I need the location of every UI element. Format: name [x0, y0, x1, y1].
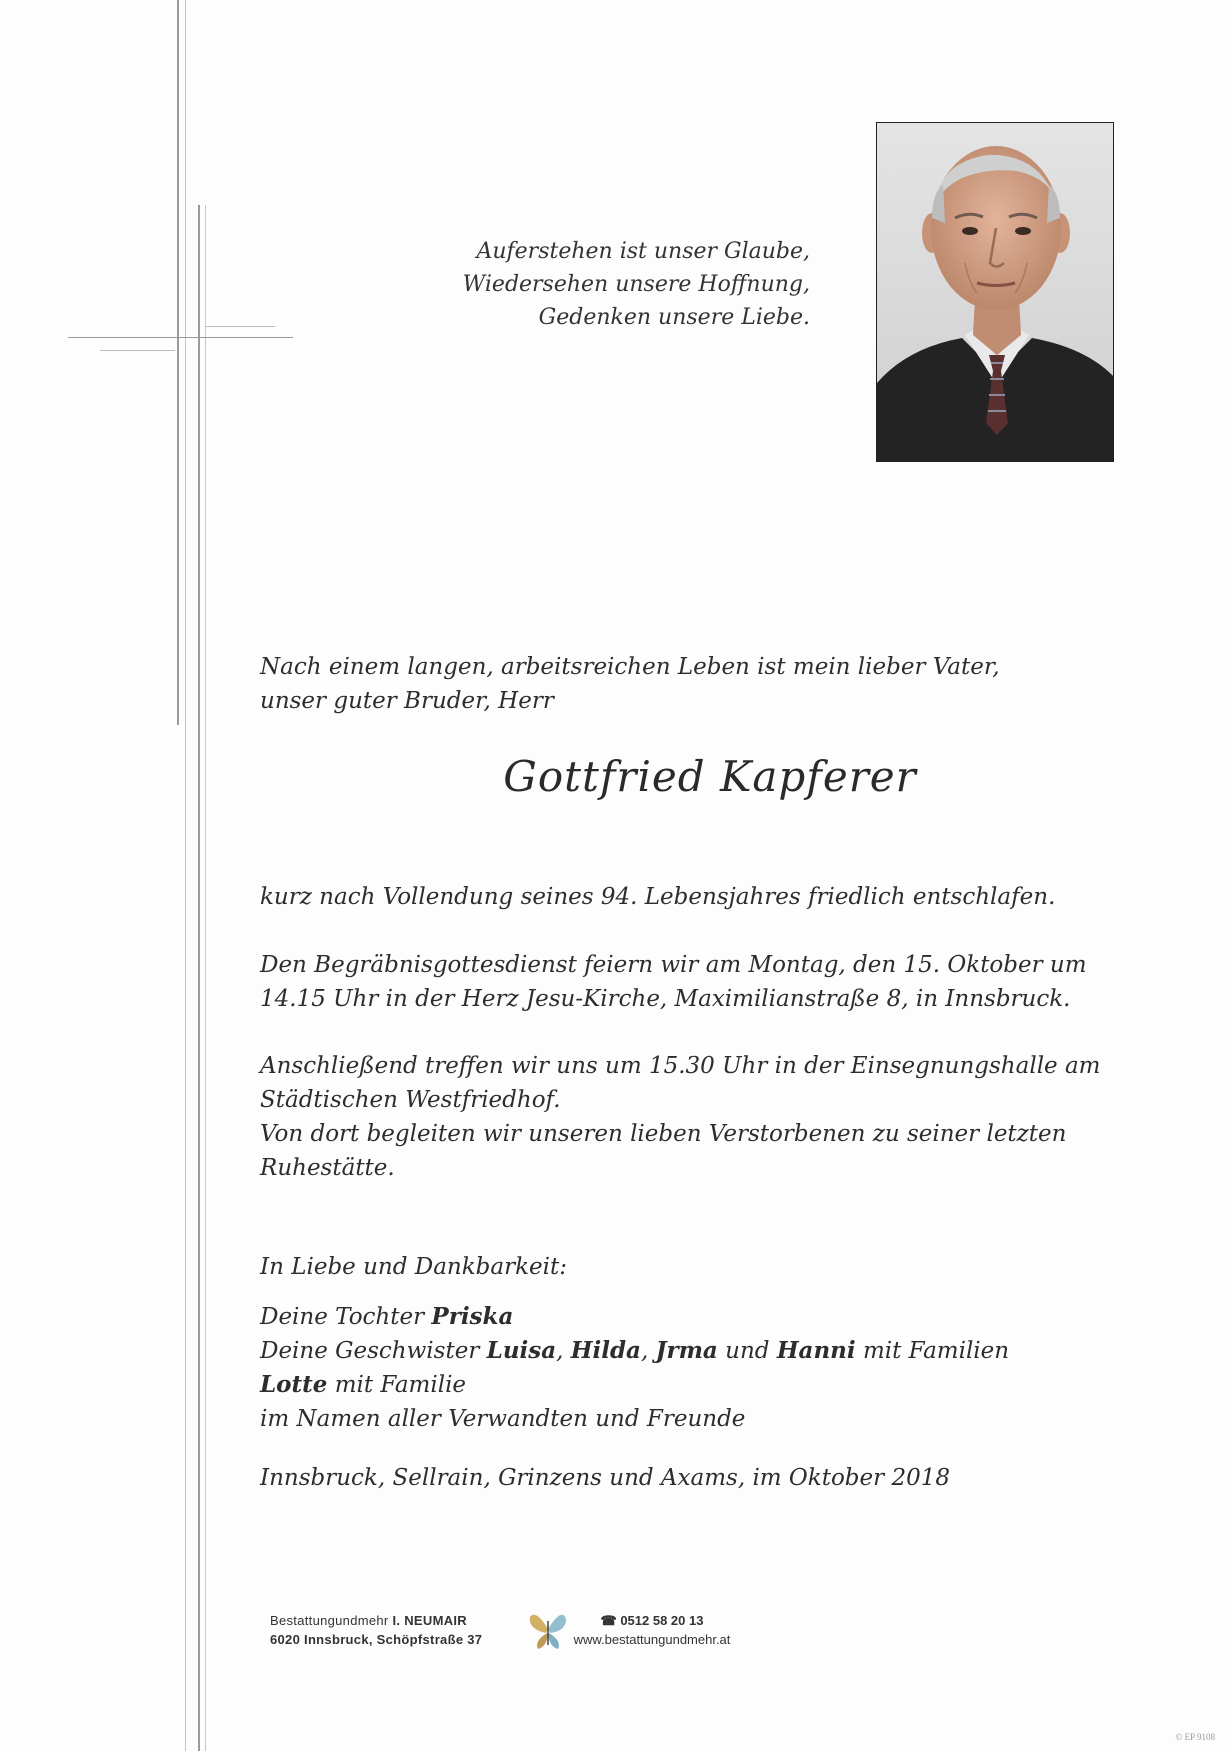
cross-vertical-line-2-thin [205, 205, 206, 1751]
intro-line-1: Nach einem langen, arbeitsreichen Leben ist mein lieber Vater, [260, 654, 1000, 680]
mourner-daughter [260, 1300, 1160, 1334]
funeral-home-contact [562, 1611, 742, 1649]
meeting-line-1: Anschließend treffen wir uns um 15.30 Uhr in der Einsegnungshalle am [260, 1053, 1101, 1079]
quote-line-2: Wiedersehen unsere Hoffnung, [462, 272, 810, 297]
memorial-quote [380, 235, 810, 334]
quote-line-1: Auferstehen ist unser Glaube, [476, 239, 810, 264]
siblings-suffix: mit Familien [855, 1338, 1010, 1364]
siblings-prefix: Deine Geschwister [260, 1338, 487, 1364]
portrait-image [877, 123, 1114, 462]
mourner-others: im Namen aller Verwandten und Freunde [260, 1406, 746, 1432]
company-name [270, 1611, 482, 1630]
cross-vertical-line-thin [185, 0, 186, 1751]
intro-paragraph [260, 650, 1160, 718]
deceased-name: Gottfried Kapferer [503, 752, 917, 801]
separator-2: , [640, 1338, 656, 1364]
closing-line: In Liebe und Dankbarkeit: [260, 1254, 567, 1280]
meeting-line-3: Von dort begleiten wir unseren lieben Verstorbenen zu seiner letzten [260, 1121, 1067, 1147]
sibling-name-2: Hilda [570, 1337, 641, 1364]
mourner-lotte [260, 1368, 1160, 1402]
service-line-2: 14.15 Uhr in der Herz Jesu-Kirche, Maximilianstraße 8, in Innsbruck. [260, 986, 1071, 1012]
company-name-b: I. NEUMAIR [388, 1613, 467, 1628]
daughter-prefix: Deine Tochter [260, 1304, 432, 1330]
separator-1: , [556, 1338, 571, 1364]
sibling-name-3: Jrma [655, 1337, 718, 1364]
website-link[interactable]: www.bestattungundmehr.at [573, 1632, 731, 1647]
daughter-name: Priska [431, 1303, 514, 1330]
company-address: 6020 Innsbruck, Schöpfstraße 37 [270, 1632, 483, 1647]
lotte-name: Lotte [260, 1371, 328, 1398]
service-paragraph [260, 948, 1160, 1016]
service-line-1: Den Begräbnisgottesdienst feiern wir am Montag, den 15. Oktober um [260, 952, 1087, 978]
sibling-name-1: Luisa [486, 1337, 557, 1364]
passing-paragraph: kurz nach Vollendung seines 94. Lebensjahres friedlich entschlafen. [260, 884, 1056, 910]
portrait-photo [876, 122, 1114, 462]
print-code: © EP 9108 [1175, 1732, 1215, 1742]
cross-horizontal-line-3 [205, 326, 275, 327]
cross-vertical-line-2 [198, 205, 200, 1751]
cross-horizontal-line [68, 337, 293, 338]
company-name-a: Bestattungundmehr [270, 1613, 389, 1628]
mourners-list [260, 1300, 1160, 1436]
meeting-line-4: Ruhestätte. [260, 1155, 395, 1181]
funeral-home-info [270, 1611, 482, 1649]
meeting-line-2: Städtischen Westfriedhof. [260, 1087, 561, 1113]
meeting-paragraph [260, 1049, 1160, 1185]
intro-line-2: unser guter Bruder, Herr [260, 688, 554, 714]
and-word: und [717, 1338, 777, 1364]
sibling-name-4: Hanni [776, 1337, 856, 1364]
cross-vertical-line [177, 0, 179, 725]
place-date: Innsbruck, Sellrain, Grinzens und Axams, im Oktober 2018 [260, 1465, 950, 1491]
phone-number: ☎ 0512 58 20 13 [600, 1613, 704, 1628]
cross-horizontal-line-2 [100, 350, 175, 351]
lotte-suffix: mit Familie [327, 1372, 467, 1398]
mourner-siblings [260, 1334, 1160, 1368]
quote-line-3: Gedenken unsere Liebe. [538, 305, 810, 330]
